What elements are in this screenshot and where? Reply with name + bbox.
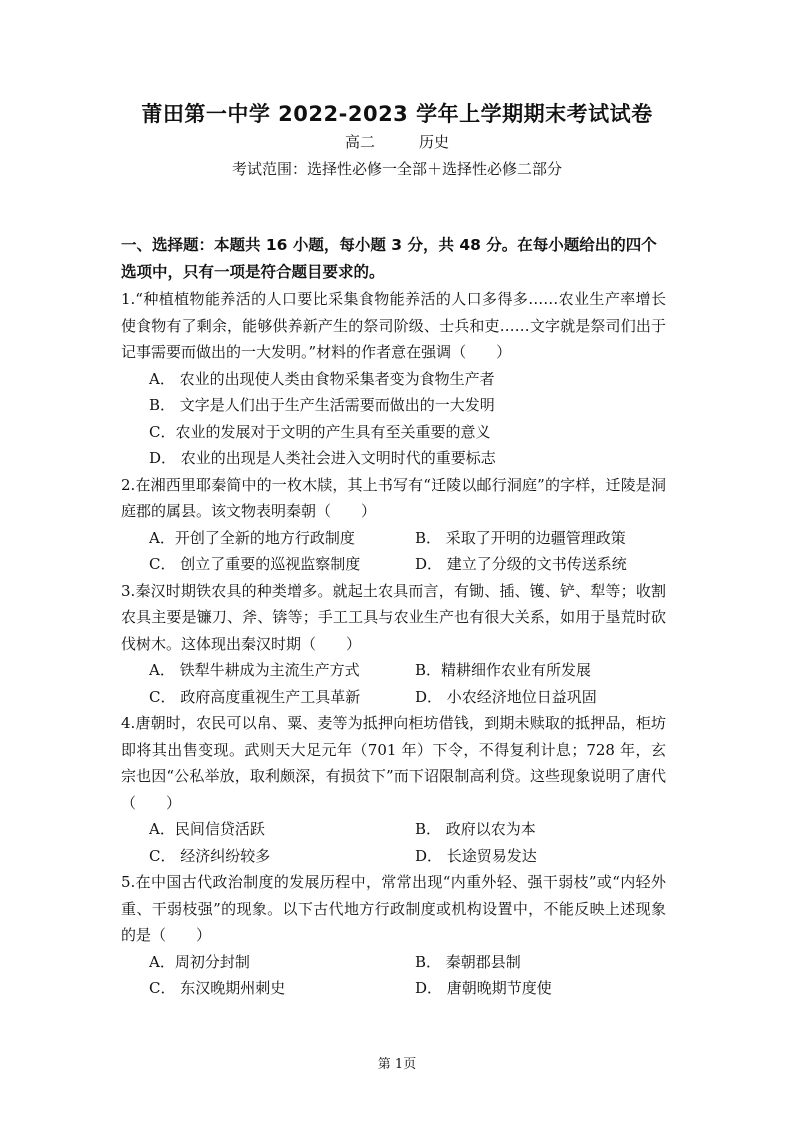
question-block	[121, 869, 666, 1002]
option-list	[121, 816, 666, 869]
page-number: 第 1页	[377, 1057, 417, 1072]
exam-title: 莆田第一中学 2022-2023 学年上学期期末考试试卷	[141, 102, 653, 126]
option-d: D． 小农经济地位日益巩固	[415, 687, 597, 706]
option-b: B． 政府以农为本	[415, 820, 536, 838]
option-a: A．民间信贷活跃	[149, 820, 265, 838]
grade-label: 高二	[344, 133, 375, 151]
option-b: B． 采取了开明的边疆管理政策	[415, 528, 626, 547]
option-d: D． 长途贸易发达	[415, 846, 537, 865]
option-a: A． 农业的出现使人类由食物采集者变为食物生产者	[149, 369, 495, 388]
question-text: 1.“种植植物能养活的人口要比采集食物能养活的人口多得多……农业生产率增长使食物有了剩余，能够供养新产生的祭司阶级、士兵和吏……文字就是祭司们出于记事需要而做出的一大发明。”材料的作者意在强调（ ）	[121, 290, 666, 361]
option-d: D． 唐朝晚期节度使	[415, 979, 552, 997]
question-text: 4.唐朝时，农民可以帛、粟、麦等为抵押向柜坊借钱，到期未赎取的抵押品，柜坊即将其出售变现。武则天大足元年（701 年）下令，不得复利计息；728 年，玄宗也因“公私举放，取利颇深，有损贫下”而下诏限制高利贷。这些现象说明了唐代（ ）	[121, 714, 666, 812]
option-c: C． 东汉晚期州刺史	[149, 979, 286, 997]
question-text: 3.秦汉时期铁农具的种类增多。就起土农具而言，有锄、插、镬、铲、犁等；收割农具主要是镰刀、斧、锛等；手工工具与农业生产也有很大关系，如用于垦荒时砍伐树木。这体现出秦汉时期（ ）	[121, 581, 666, 653]
question-block	[121, 472, 666, 578]
option-c: C．农业的发展对于文明的产生具有至关重要的意义	[149, 422, 491, 441]
question-block	[121, 710, 666, 869]
option-d: D． 农业的出现是人类社会进入文明时代的重要标志	[149, 449, 496, 467]
exam-subtitle	[0, 131, 794, 152]
option-c: C． 经济纠纷较多	[149, 846, 271, 865]
question-text: 5.在中国古代政治制度的发展历程中，常常出现“内重外轻、强干弱枝”或“内轻外重、干弱枝强”的现象。以下古代地方行政制度或机构设置中，不能反映上述现象的是（ ）	[121, 873, 666, 944]
option-b: B．精耕细作农业有所发展	[415, 661, 592, 679]
option-list	[121, 525, 666, 578]
option-b: B． 文字是人们出于生产生活需要而做出的一大发明	[149, 396, 495, 414]
option-list	[121, 657, 666, 710]
question-text: 2.在湘西里耶秦简中的一枚木牍，其上书写有“迁陵以邮行洞庭”的字样，迁陵是洞庭郡的属县。该文物表明秦朝（ ）	[121, 475, 666, 520]
section-heading: 一、选择题：本题共 16 小题，每小题 3 分，共 48 分。在每小题给出的四个选项中，只有一项是符合题目要求的。	[121, 236, 657, 281]
option-b: B． 秦朝郡县制	[415, 952, 521, 971]
question-list	[121, 286, 666, 1002]
option-list	[121, 949, 666, 1002]
question-block	[121, 578, 666, 711]
exam-scope: 考试范围：选择性必修一全部＋选择性必修二部分	[231, 160, 562, 178]
option-a: A．开创了全新的地方行政制度	[149, 528, 355, 547]
option-c: C． 政府高度重视生产工具革新	[149, 687, 361, 706]
option-c: C． 创立了重要的巡视监察制度	[149, 555, 361, 573]
option-d: D． 建立了分级的文书传送系统	[415, 555, 627, 573]
subject-label: 历史	[419, 133, 450, 151]
question-block	[121, 286, 666, 472]
option-a: A． 铁犁牛耕成为主流生产方式	[149, 661, 360, 679]
option-a: A．周初分封制	[149, 952, 250, 971]
option-list	[121, 366, 666, 472]
